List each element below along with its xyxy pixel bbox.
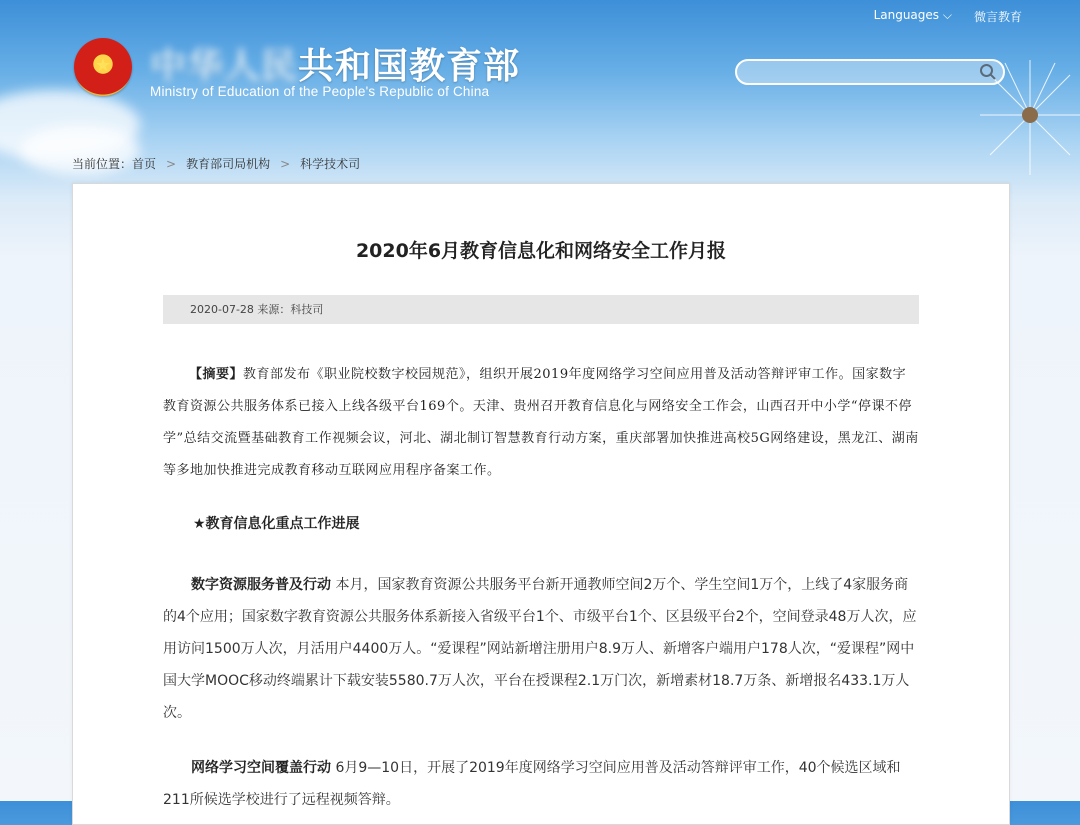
chevron-right-icon: >: [280, 157, 291, 171]
abstract-text: 教育部发布《职业院校数字校园规范》，组织开展2019年度网络学习空间应用普及活动答辩评审工作。国家数字教育资源公共服务体系已接入上线各级平台169个。天津、贵州召开教育信息化与网络安全工作会，山西召开中小学“停课不停学”总结交流暨基础教育工作视频会议，河北、湖北制订智慧教育行动方案，重庆部署加快推进高校5G网络建设，黑龙江、湖南等多地加快推进完成教育移动互联网应用程序备案工作。: [163, 367, 919, 478]
breadcrumb: [72, 155, 368, 172]
article-title: 2020年6月教育信息化和网络安全工作月报: [355, 240, 727, 262]
site-title-text: 共和国教育部: [298, 46, 521, 87]
breadcrumb-home[interactable]: 首页: [132, 157, 157, 171]
national-emblem-icon[interactable]: [74, 38, 132, 96]
search-icon[interactable]: [979, 63, 997, 81]
paragraph: [163, 569, 919, 729]
paragraph-text: 本月，国家教育资源公共服务平台新开通教师空间2万个、学生空间1万个，上线了4家服务商的4个应用；国家数字教育资源公共服务体系新接入省级平台1个、市级平台1个、区县级平台2个，空间登录48万人次，应用访问1500万人次，月活用户4400万人。“爱课程”网站新增注册用户8.9万人、新增客户端用户178人次，“爱课程”网中国大学MOOC移动终端累计下载安装5580.7万人次，平台在授课程2.1万门次，新增素材18.7万条、新增报名433.1万人次。: [163, 577, 917, 721]
site-title-blurred: 中华人民: [150, 46, 299, 87]
site-subtitle: Ministry of Education of the People's Republic of China: [150, 84, 490, 99]
article-abstract: [163, 359, 919, 487]
breadcrumb-label: 当前位置：: [72, 157, 133, 171]
top-links: [874, 8, 1022, 25]
emblem-star-icon: ★: [94, 55, 112, 76]
weiyan-link[interactable]: 微言教育: [973, 10, 1022, 24]
abstract-tag: 【摘要】: [189, 367, 244, 382]
breadcrumb-science-dept[interactable]: 科学技术司: [300, 157, 361, 171]
chevron-right-icon: >: [166, 157, 177, 171]
paragraph-text: 6月9—10日，开展了2019年度网络学习空间应用普及活动答辩评审工作，40个候选区域和211所候选学校进行了远程视频答辩。: [163, 760, 901, 808]
article-meta: 2020-07-28 来源：科技司: [163, 295, 919, 324]
search-input[interactable]: [749, 64, 973, 84]
paragraph-lead: 网络学习空间覆盖行动: [191, 760, 331, 776]
site-title[interactable]: [150, 38, 520, 89]
paragraph-lead: 数字资源服务普及行动: [191, 577, 331, 593]
section-heading: ★教育信息化重点工作进展: [193, 516, 360, 532]
chevron-down-icon: ⌵: [942, 8, 952, 22]
paragraph: [163, 752, 919, 816]
article-card: [72, 183, 1010, 825]
breadcrumb-bureaus[interactable]: 教育部司局机构: [186, 157, 271, 171]
languages-link[interactable]: Languages ⌵: [873, 8, 952, 22]
search-box: [735, 59, 1005, 85]
